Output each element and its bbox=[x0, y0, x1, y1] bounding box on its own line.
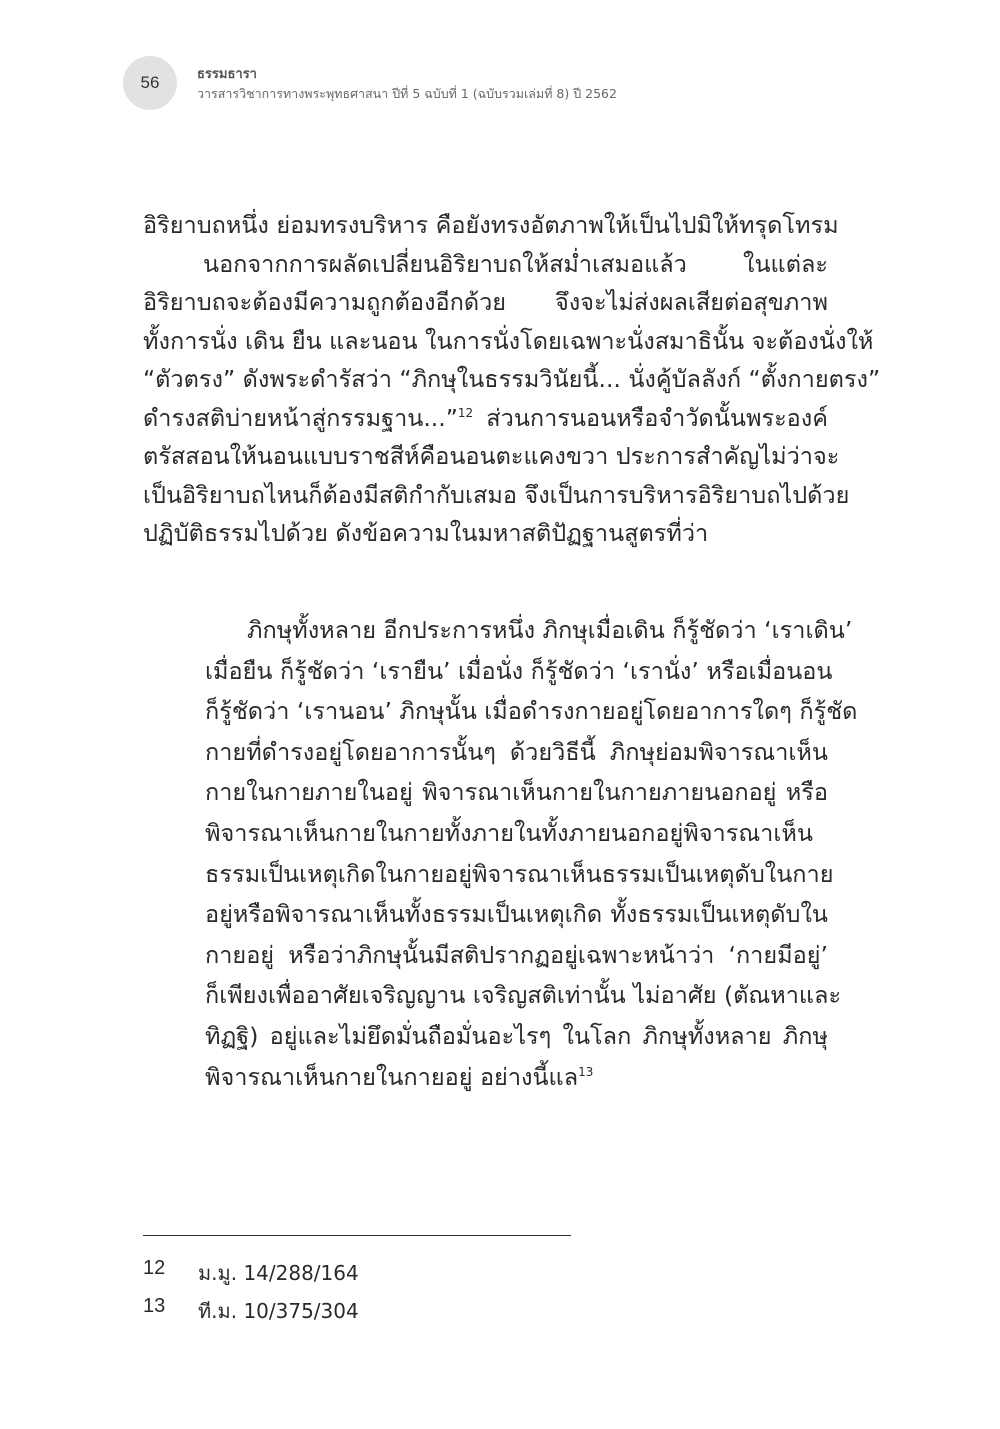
footnote-13 bbox=[143, 1295, 359, 1327]
body-line: เป็นอิริยาบถไหนก็ต้องมีสติกำกับเสมอ จึงเป็นการบริหารอิริยาบถไปด้วย bbox=[143, 480, 850, 509]
footnote-ref-12[interactable]: 12 bbox=[457, 405, 474, 420]
footnote-text: ที.ม. 10/375/304 bbox=[198, 1299, 359, 1323]
body-line-part: ดำรงสติบ่ายหน้าสู่กรรมฐาน...” bbox=[143, 403, 458, 432]
journal-subtitle: วารสารวิชาการทางพระพุทธศาสนา ปีที่ 5 ฉบับที่ 1 (ฉบับรวมเล่มที่ 8) ปี 2562 bbox=[197, 86, 617, 101]
footnote-ref-13[interactable]: 13 bbox=[578, 1064, 594, 1079]
body-line: ทั้งการนั่ง เดิน ยืน และนอน ในการนั่งโดยเฉพาะนั่งสมาธินั้น จะต้องนั่งให้ bbox=[143, 326, 874, 355]
main-paragraph bbox=[143, 206, 881, 553]
page-number-badge bbox=[123, 56, 177, 110]
body-line-part: ส่วนการนอนหรือจำวัดนั้นพระองค์ bbox=[486, 403, 828, 432]
footnote-12 bbox=[143, 1257, 359, 1289]
block-quote bbox=[205, 610, 858, 1097]
page-number: 56 bbox=[140, 73, 160, 92]
footnote-number: 13 bbox=[143, 1295, 166, 1317]
body-line: ตรัสสอนให้นอนแบบราชสีห์คือนอนตะแคงขวา ประการสำคัญไม่ว่าจะ bbox=[143, 442, 840, 470]
quote-line: ก็เพียงเพื่ออาศัยเจริญญาน เจริญสติเท่านั้น ไม่อาศัย (ตัณหาและ bbox=[205, 981, 842, 1010]
quote-line: อยู่หรือพิจารณาเห็นทั้งธรรมเป็นเหตุเกิด ทั้งธรรมเป็นเหตุดับใน bbox=[205, 900, 828, 929]
footnote-text: ม.มู. 14/288/164 bbox=[198, 1261, 359, 1285]
quote-line: กายที่ดำรงอยู่โดยอาการนั้นๆ ด้วยวิธีนี้ ภิกษุย่อมพิจารณาเห็น bbox=[205, 737, 828, 766]
body-line bbox=[143, 399, 828, 438]
body-line: “ตัวตรง” ดังพระดำรัสว่า “ภิกษุในธรรมวินัยนี้... นั่งคู้บัลลังก์ “ตั้งกายตรง” bbox=[143, 365, 881, 393]
quote-line bbox=[205, 1057, 828, 1098]
quote-line: ภิกษุทั้งหลาย อีกประการหนึ่ง ภิกษุเมื่อเดิน ก็รู้ชัดว่า ‘เราเดิน’ bbox=[247, 616, 853, 644]
quote-line: เมื่อยืน ก็รู้ชัดว่า ‘เรายืน’ เมื่อนั่ง ก็รู้ชัดว่า ‘เรานั่ง’ หรือเมื่อนอน bbox=[205, 656, 833, 685]
journal-title: ธรรมธารา bbox=[197, 67, 257, 82]
quote-line: พิจารณาเห็นกายในกายทั้งภายในทั้งภายนอกอยู่พิจารณาเห็น bbox=[205, 818, 813, 847]
footnote-divider bbox=[143, 1235, 571, 1236]
quote-line: กายในกายภายในอยู่ พิจารณาเห็นกายในกายภายนอกอยู่ หรือ bbox=[205, 778, 828, 807]
footnote-number: 12 bbox=[143, 1257, 166, 1279]
body-line: อิริยาบถจะต้องมีความถูกต้องอีกด้วย จึงจะไม่ส่งผลเสียต่อสุขภาพ bbox=[143, 288, 828, 316]
quote-line: ก็รู้ชัดว่า ‘เรานอน’ ภิกษุนั้น เมื่อดำรงกายอยู่โดยอาการใดๆ ก็รู้ชัด bbox=[205, 697, 858, 726]
body-line: นอกจากการผลัดเปลี่ยนอิริยาบถให้สม่ำเสมอแล้ว ในแต่ละ bbox=[203, 249, 828, 278]
body-line: ปฏิบัติธรรมไปด้วย ดังข้อความในมหาสติปัฏฐานสูตรที่ว่า bbox=[143, 519, 709, 547]
quote-line: ธรรมเป็นเหตุเกิดในกายอยู่พิจารณาเห็นธรรมเป็นเหตุดับในกาย bbox=[205, 859, 834, 888]
body-line: อิริยาบถหนึ่ง ย่อมทรงบริหาร คือยังทรงอัตภาพให้เป็นไปมิให้ทรุดโทรม bbox=[143, 211, 839, 239]
quote-line: ทิฏฐิ) อยู่และไม่ยึดมั่นถือมั่นอะไรๆ ในโลก ภิกษุทั้งหลาย ภิกษุ bbox=[205, 1021, 828, 1050]
quote-line-part: พิจารณาเห็นกายในกายอยู่ อย่างนี้แล bbox=[205, 1062, 579, 1091]
quote-line: กายอยู่ หรือว่าภิกษุนั้นมีสติปรากฏอยู่เฉพาะหน้าว่า ‘กายมีอยู่’ bbox=[205, 940, 828, 969]
